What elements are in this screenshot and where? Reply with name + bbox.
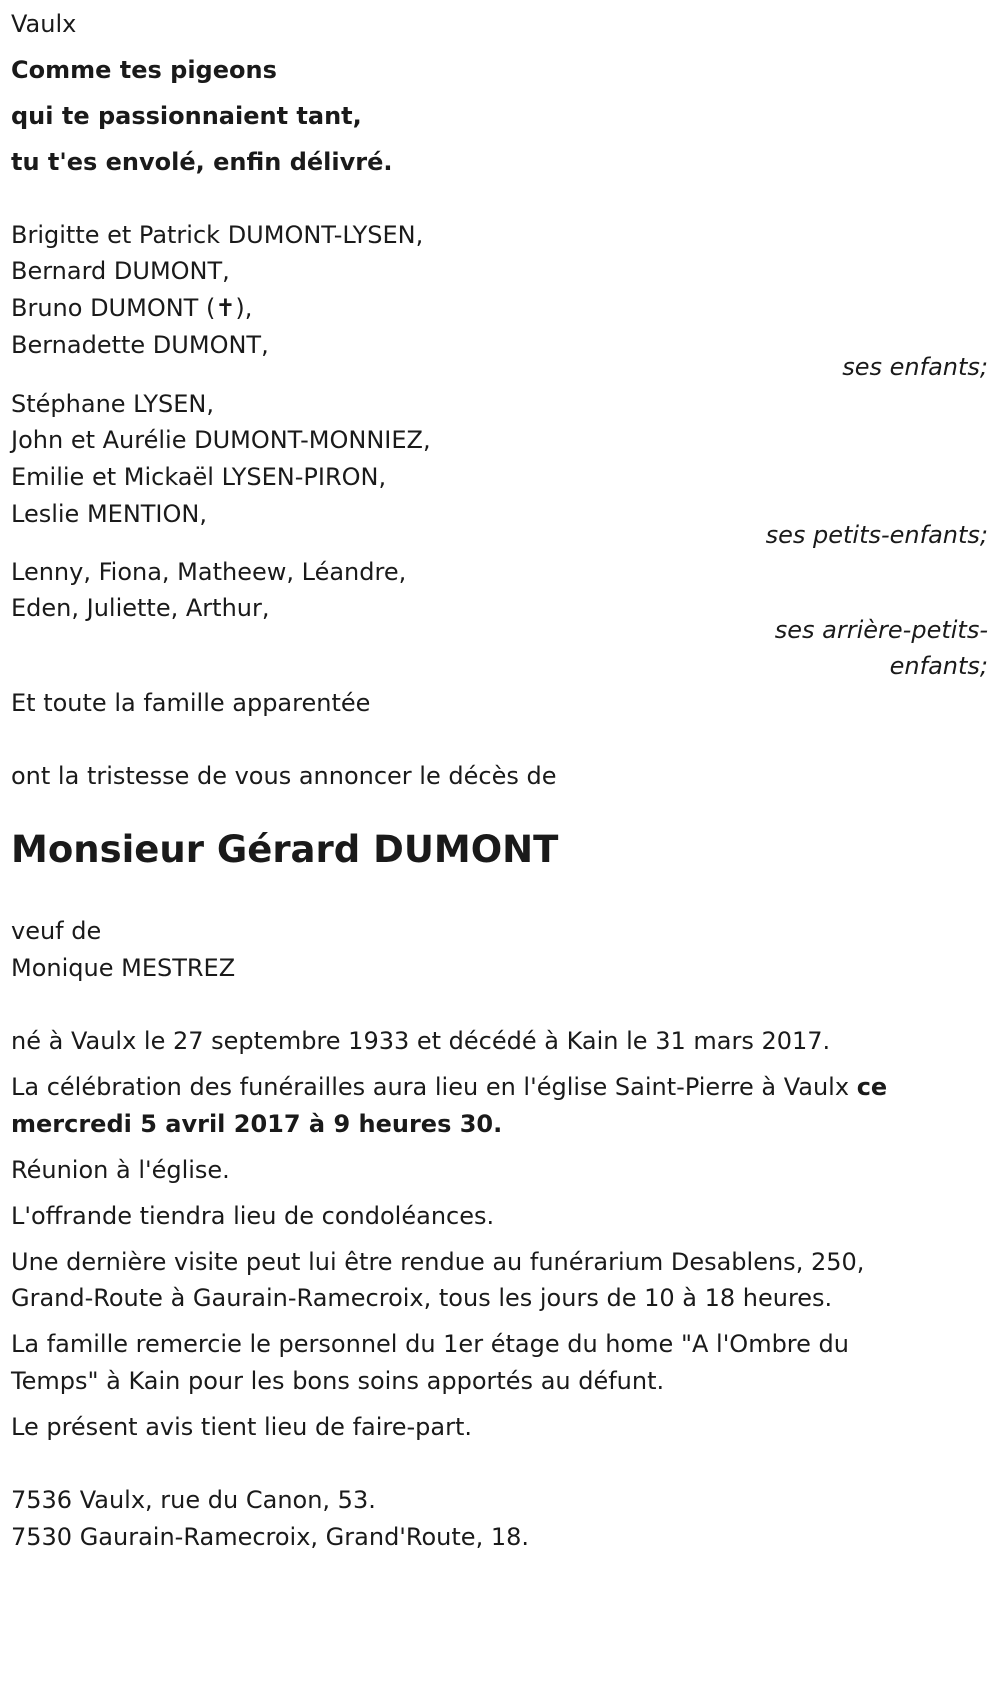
spouse-name: Monique MESTREZ xyxy=(11,954,236,982)
role-great-grandchildren-line2: enfants; xyxy=(889,652,988,680)
deceased-name: Monsieur Gérard DUMONT xyxy=(11,828,559,871)
thanks-line-2: Temps" à Kain pour les bons soins apportés au défunt. xyxy=(11,1367,665,1395)
funeral-date-start: ce xyxy=(856,1073,888,1101)
funeral-date: mercredi 5 avril 2017 à 9 heures 30. xyxy=(11,1110,503,1138)
location-line: Vaulx xyxy=(11,10,77,38)
poem-line: qui te passionnaient tant, xyxy=(11,102,362,130)
widower-label: veuf de xyxy=(11,917,102,945)
family-member: Bernard DUMONT, xyxy=(11,257,230,285)
funeral-line-1 xyxy=(11,1071,887,1103)
family-member: Lenny, Fiona, Matheew, Léandre, xyxy=(11,558,407,586)
address: 7530 Gaurain-Ramecroix, Grand'Route, 18. xyxy=(11,1523,529,1551)
family-member: Bernadette DUMONT, xyxy=(11,331,269,359)
visit-line-2: Grand-Route à Gaurain-Ramecroix, tous les jours de 10 à 18 heures. xyxy=(11,1284,833,1312)
family-member: Leslie MENTION, xyxy=(11,500,207,528)
birth-death: né à Vaulx le 27 septembre 1933 et décédé à Kain le 31 mars 2017. xyxy=(11,1027,831,1055)
thanks-line-1: La famille remercie le personnel du 1er étage du home "A l'Ombre du xyxy=(11,1330,849,1358)
notice: Le présent avis tient lieu de faire-part. xyxy=(11,1413,473,1441)
family-member: Eden, Juliette, Arthur, xyxy=(11,594,270,622)
family-member: Brigitte et Patrick DUMONT-LYSEN, xyxy=(11,221,424,249)
role-children: ses enfants; xyxy=(842,353,988,381)
family-member: Stéphane LYSEN, xyxy=(11,390,214,418)
meeting: Réunion à l'église. xyxy=(11,1156,230,1184)
poem-line: tu t'es envolé, enfin délivré. xyxy=(11,148,393,176)
role-great-grandchildren-line1: ses arrière-petits- xyxy=(774,616,988,644)
announcement: ont la tristesse de vous annoncer le décès de xyxy=(11,762,557,790)
family-member: Bruno DUMONT (✝), xyxy=(11,294,253,322)
family-member: Emilie et Mickaël LYSEN-PIRON, xyxy=(11,463,387,491)
funeral-text: La célébration des funérailles aura lieu en l'église Saint-Pierre à Vaulx xyxy=(11,1073,857,1101)
poem-line: Comme tes pigeons xyxy=(11,56,277,84)
visit-line-1: Une dernière visite peut lui être rendue au funérarium Desablens, 250, xyxy=(11,1248,865,1276)
role-grandchildren: ses petits-enfants; xyxy=(765,521,988,549)
family-member: John et Aurélie DUMONT-MONNIEZ, xyxy=(11,426,431,454)
address: 7536 Vaulx, rue du Canon, 53. xyxy=(11,1486,376,1514)
extended-family: Et toute la famille apparentée xyxy=(11,689,371,717)
offering: L'offrande tiendra lieu de condoléances. xyxy=(11,1202,495,1230)
